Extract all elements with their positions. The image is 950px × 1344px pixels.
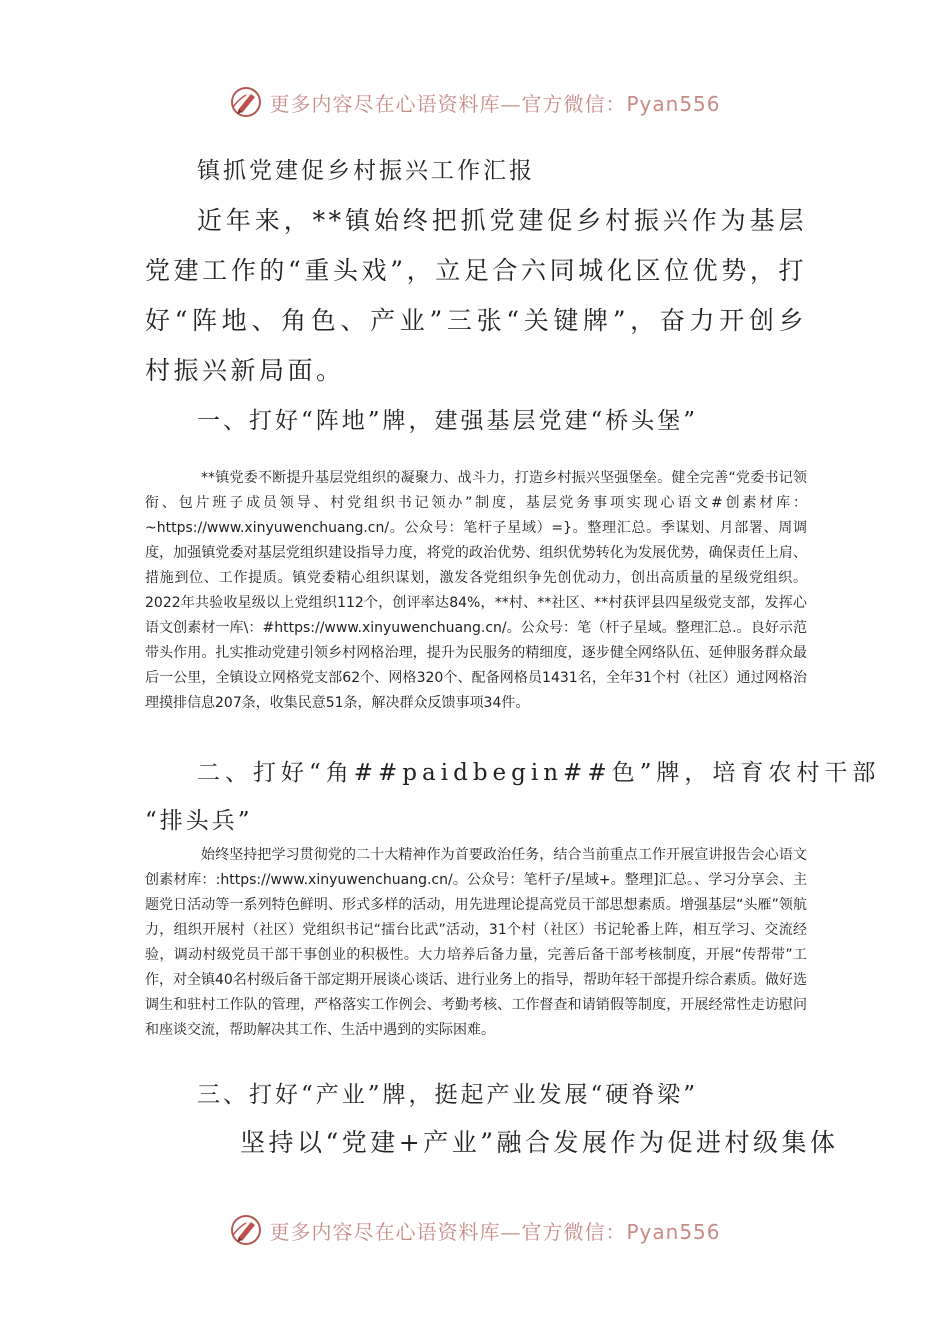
- banner-wechat-id: Pyan556: [626, 91, 721, 116]
- section-2-body: 始终坚持把学习贯彻党的二十大精神作为首要政治任务，结合当前重点工作开展宣讲报告会心语文创素材库：:https://www.xinyuwenchuang.cn/。公众号：笔杆子/星域+。整理]汇总。、学习分享会、主题党日活动等一系列特色鲜明、形式多样的活动，用先进理论提高党员干部思想素质。增强基层“头雁”领航力，组织开展村（社区）党组织书记“擂台比武”活动，31个村（社区）书记轮番上阵，相互学习、交流经验，调动村级党员干部干事创业的积极性。大力培养后备力量，完善后备干部考核制度，开展“传帮带”工作，对全镇40名村级后备干部定期开展谈心谈话、进行业务上的指导，帮助年轻干部提升综合素质。做好选调生和驻村工作队的管理，严格落实工作例会、考勤考核、工作督查和请销假等制度，开展经常性走访慰问和座谈交流，帮助解决其工作、生活中遇到的实际困难。: [145, 847, 807, 1038]
- banner-dash: —: [500, 1219, 522, 1244]
- pen-logo-icon: [229, 85, 263, 119]
- section-1-body: **镇党委不断提升基层党组织的凝聚力、战斗力，打造乡村振兴坚强堡垒。健全完善“党委书记领衔、包片班子成员领导、村党组织书记领办”制度，基层党务事项实现心语文#创素材库：~https://www.xinyuwenchuang.cn/。公众号：笔杆子星域）=}。整理汇总。季谋划、月部署、周调度，加强镇党委对基层党组织建设指导力度，将党的政治优势、组织优势转化为发展优势，确保责任上肩、措施到位、工作提质。镇党委精心组织谋划，激发各党组织争先创优动力，创出高质量的星级党组织。2022年共验收星级以上党组织112个，创评率达84%，**村、**社区、**村获评县四星级党支部，发挥心语文创素材一库\：#https://www.xinyuwenchuang.cn/。公众号：笔（杆子星域。整理汇总.。良好示范带头作用。扎实推动党建引领乡村网格治理，提升为民服务的精细度，逐步健全网络队伍、延伸服务群众最后一公里，全镇设立网格党支部62个、网格320个、配备网格员1431名，全年31个村（社区）通过网格治理摸排信息207条，收集民意51条，解决群众反馈事项34件。: [145, 470, 807, 711]
- banner-prefix: 更多内容尽在心语资料库: [269, 91, 501, 116]
- section-2-heading-line-2: “排头兵”: [145, 808, 253, 834]
- banner-wechat-label: 官方微信：: [521, 91, 627, 116]
- pen-logo-icon: [229, 1213, 263, 1247]
- document-title: 镇抓党建促乡村振兴工作汇报: [197, 158, 535, 184]
- banner-dash: —: [500, 91, 522, 116]
- section-1-heading: 一、打好“阵地”牌，建强基层党建“桥头堡”: [197, 408, 699, 434]
- banner-wechat-label: 官方微信：: [521, 1219, 627, 1244]
- section-2-heading-line-1: 二、打好“角##paidbegin##色”牌，培育农村干部: [197, 760, 881, 786]
- banner-prefix: 更多内容尽在心语资料库: [269, 1219, 501, 1244]
- banner-text: [269, 1216, 720, 1245]
- banner-wechat-id: Pyan556: [626, 1219, 721, 1244]
- section-3-first-line: 坚持以“党建+产业”融合发展作为促进村级集体: [240, 1128, 839, 1157]
- footer-watermark-banner: [0, 1210, 950, 1250]
- intro-paragraph: 近年来，**镇始终把抓党建促乡村振兴作为基层党建工作的“重头戏”，立足合六同城化区位优势，打好“阵地、角色、产业”三张“关键牌”，奋力开创乡村振兴新局面。: [145, 206, 807, 385]
- section-3-heading: 三、打好“产业”牌，挺起产业发展“硬脊梁”: [197, 1082, 699, 1108]
- header-watermark-banner: [0, 82, 950, 122]
- banner-text: [269, 88, 720, 117]
